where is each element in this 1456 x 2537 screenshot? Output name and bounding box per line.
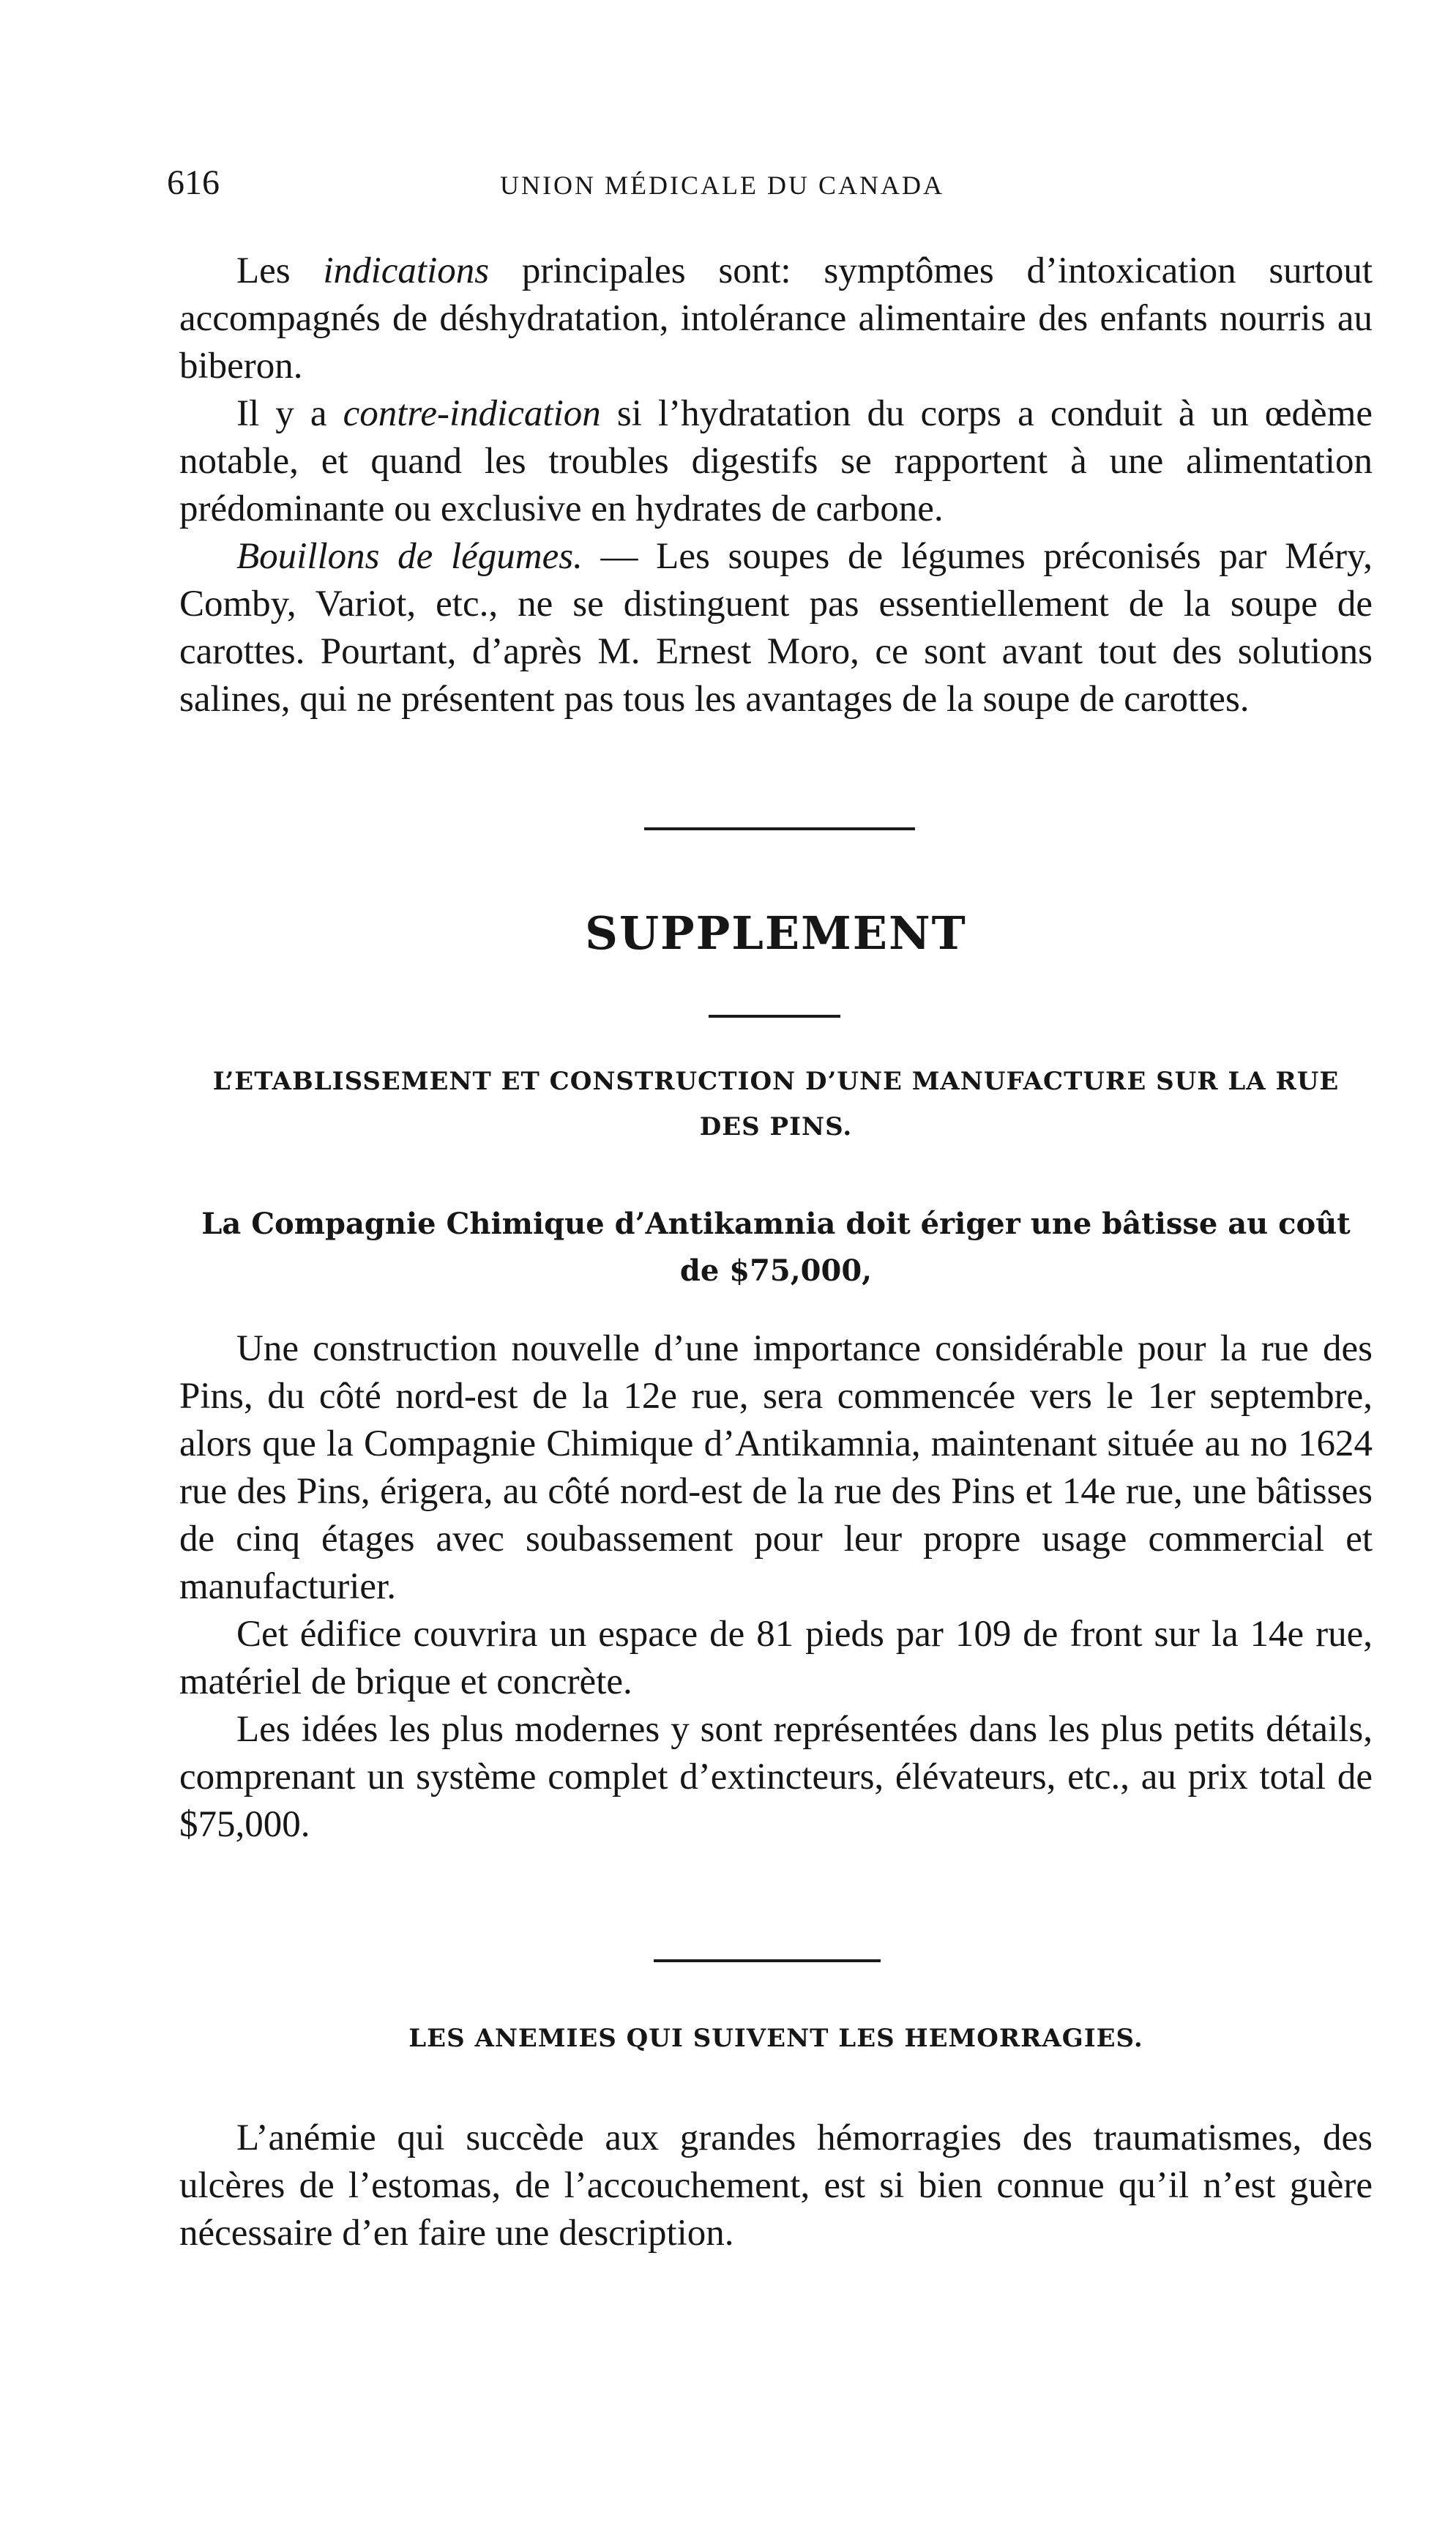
- article-heading: L’ETABLISSEMENT ET CONSTRUCTION D’UNE MANUFACTURE SUR LA RUE DES PINS.: [212, 1067, 1340, 1141]
- title-underline: [709, 1015, 840, 1018]
- paragraph-anemie: L’anémie qui succède aux grandes hémorragies des traumatismes, des ulcères de l’estomas, de l’accouchement, est si bien connue qu’il n’est guère nécessaire d’en faire une description.: [179, 2117, 1373, 2254]
- paragraph-construction: Une construction nouvelle d’une importance considérable pour la rue des Pins, du côté nord-est de la 12e rue, sera commencée vers le 1er septembre, alors que la Compagnie Chimique d’Antikamnia, maintenant située au no 1624 rue des Pins, érigera, au côté nord-est de la rue des Pins et 14e rue, une bâtisses de cinq étages avec soubassement pour leur propre usage commercial et manufacturier.: [179, 1328, 1373, 1607]
- paragraph-idees: Les idées les plus modernes y sont représentées dans les plus petits détails, comprenant un système complet d’extincteurs, élévateurs, etc., au prix total de $75,000.: [179, 1709, 1373, 1845]
- paragraph-edifice: Cet édifice couvrira un espace de 81 pieds par 109 de front sur la 14e rue, matériel de brique et concrète.: [179, 1614, 1373, 1702]
- paragraph-bouillons: Bouillons de légumes. — Les soupes de légumes préconisés par Méry, Comby, Variot, etc., ne se distinguent pas essentiellement de la soupe de carottes. Pourtant, d’après M. Ernest Moro, ce sont avant tout des solutions salines, qui ne présentent pas tous les avantages de la soupe de carottes.: [179, 536, 1373, 720]
- paragraph-indications: Les indications principales sont: symptômes d’intoxication surtout accompagnés de déshydratation, intolérance alimentaire des enfants nourris au biberon.: [179, 250, 1373, 387]
- article-subheading: La Compagnie Chimique d’Antikamnia doit ériger une bâtisse au coût de $75,000,: [201, 1207, 1351, 1288]
- italic-term: indications: [323, 250, 490, 291]
- supplement-body: [179, 1325, 1373, 1849]
- section-divider: [644, 827, 915, 830]
- anemies-body: [179, 2115, 1373, 2257]
- page-number: 616: [167, 163, 220, 202]
- page-header: [167, 163, 1375, 206]
- paragraph-contre-indication: Il y a contre-indication si l’hydratation du corps a conduit à un œdème notable, et quand les troubles digestifs se rapportent à une alimentation prédominante ou exclusive en hydrates de carbone.: [179, 393, 1373, 529]
- italic-term: Bouillons de légumes.: [236, 536, 583, 577]
- supplement-title: SUPPLEMENT: [585, 906, 967, 960]
- running-head: UNION MÉDICALE DU CANADA: [500, 171, 944, 200]
- italic-term: contre-indication: [343, 393, 601, 434]
- anemies-heading: LES ANEMIES QUI SUIVENT LES HEMORRAGIES.: [408, 2024, 1143, 2053]
- intro-section: [179, 247, 1373, 723]
- section-divider: [654, 1959, 881, 1962]
